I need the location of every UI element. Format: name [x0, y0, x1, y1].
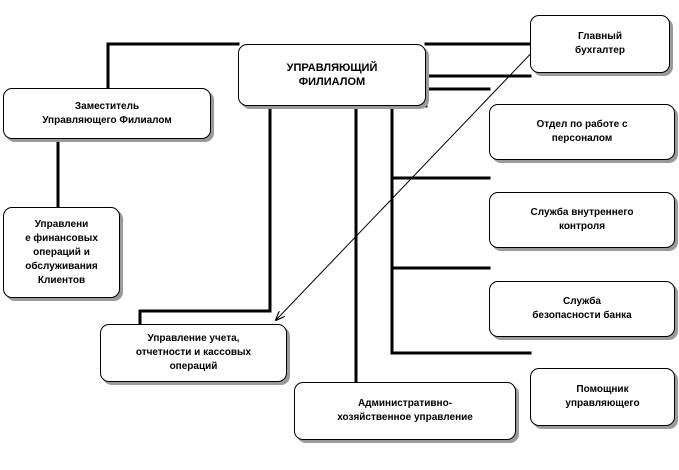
hr-dept-box: Отдел по работе с персоналом [489, 104, 675, 160]
admin-dept-box: Административно- хозяйственное управление [294, 382, 516, 440]
manager-box: УПРАВЛЯЮЩИЙ ФИЛИАЛОМ [238, 44, 426, 106]
bank-security-box: Служба безопасности банка [489, 281, 675, 337]
deputy-box: Заместитель Управляющего Филиалом [3, 88, 211, 139]
assistant-box: Помощник управляющего [530, 368, 675, 426]
accounting-dept-box: Управление учета, отчетности и кассовых операций [100, 324, 287, 382]
finance-ops-box: Управлени е финансовых операций и обслуживания Клиентов [3, 207, 120, 298]
internal-control-box: Служба внутреннего контроля [489, 192, 675, 248]
chief-accountant-box: Главный бухгалтер [530, 15, 670, 73]
